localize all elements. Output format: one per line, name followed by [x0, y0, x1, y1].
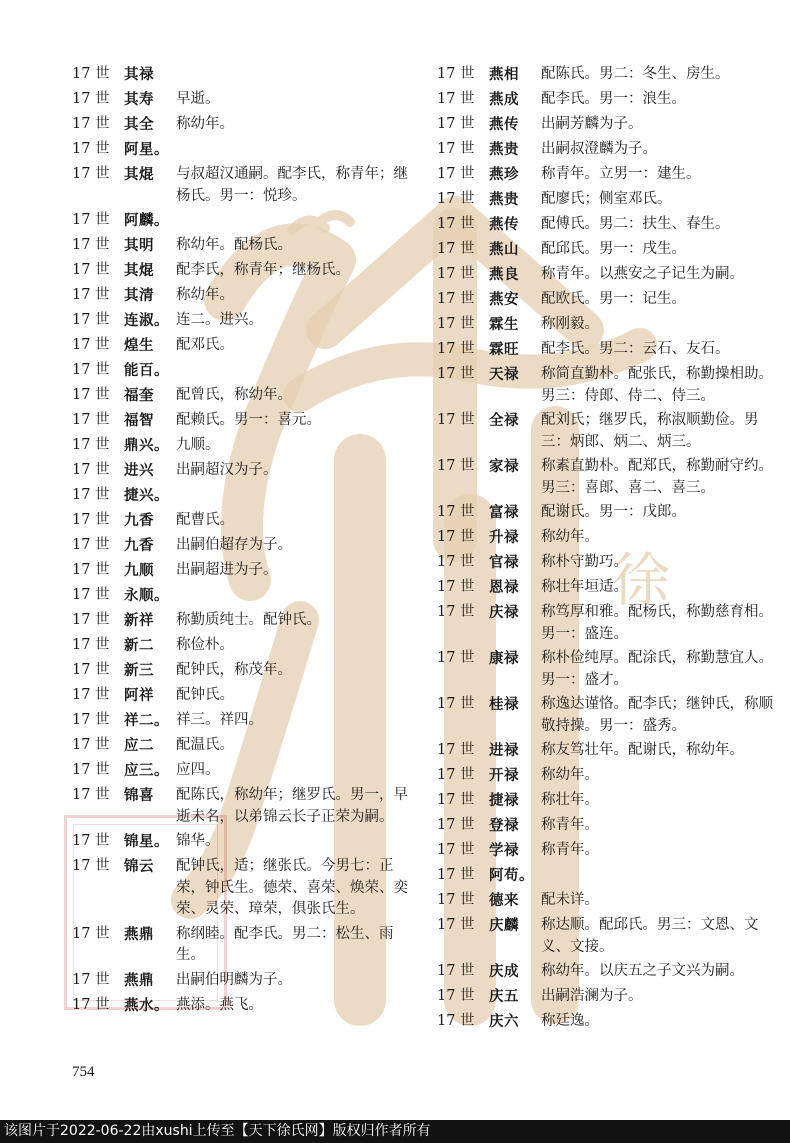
genealogy-entry	[72, 968, 422, 993]
generation-label: 17 世	[72, 662, 110, 678]
genealogy-entry	[72, 62, 422, 87]
genealogy-entry	[72, 383, 422, 408]
person-description: 称朴俭纯厚。配涂氏，称勤慧宜人。男一：盛才。	[541, 650, 773, 688]
genealogy-entry	[72, 258, 422, 283]
person-description: 称笃厚和雅。配杨氏，称勤慈育相。男一：盛连。	[541, 604, 773, 642]
genealogy-entry	[72, 283, 422, 308]
genealogy-entry	[72, 533, 422, 558]
person-description: 称纲睦。配李氏。男二：松生、雨生。	[176, 925, 394, 963]
person-name: 庆麟	[489, 917, 519, 934]
person-description: 配钟氏，适；继张氏。今男七：正荣，钟氏生。德荣、喜荣、焕荣、奕荣、灵荣、璋荣，俱张氏生。	[176, 858, 408, 917]
person-description: 出嗣伯明麟为子。	[176, 971, 292, 988]
person-description: 称幼年。	[541, 529, 599, 545]
person-name: 庆成	[489, 963, 519, 980]
genealogy-entry	[437, 600, 777, 646]
generation-label: 17 世	[437, 650, 475, 666]
person-name: 进禄	[489, 742, 519, 759]
person-name: 连淑。	[124, 312, 169, 329]
person-name: 学禄	[489, 842, 519, 859]
person-description	[176, 358, 422, 383]
person-name: 官禄	[489, 554, 519, 571]
generation-label: 17 世	[72, 996, 110, 1013]
person-description: 称青年。	[541, 817, 599, 833]
generation-label: 17 世	[72, 141, 110, 157]
person-name: 燕贵	[489, 141, 519, 158]
generation-label: 17 世	[72, 412, 110, 428]
generation-label: 17 世	[437, 191, 475, 207]
genealogy-entry	[72, 783, 422, 829]
generation-label: 17 世	[72, 737, 110, 753]
generation-label: 17 世	[437, 91, 475, 107]
person-description: 称幼年。配杨氏。	[176, 237, 292, 253]
genealogy-entry	[437, 87, 777, 112]
person-name: 燕山	[489, 241, 519, 258]
person-name: 其全	[124, 116, 154, 133]
person-name: 霖旺	[489, 341, 519, 358]
person-description: 配刘氏；继罗氏，称淑顺勤俭。男三：炳郎、炳二、炳三。	[541, 412, 759, 450]
person-description: 配陈氏，称幼年；继罗氏。男一，早逝未名，以弟锦云长子正荣为嗣。	[176, 787, 408, 825]
person-name: 燕成	[489, 91, 519, 108]
person-description: 称简直勤朴。配张氏，称勤操相助。男三：侍郎、侍二、侍三。	[541, 366, 773, 404]
generation-label: 17 世	[72, 287, 110, 303]
genealogy-entry	[72, 733, 422, 758]
generation-label: 17 世	[72, 925, 110, 942]
person-description: 称逸达谨恪。配李氏；继钟氏，称顺敬持操。男一：盛秀。	[541, 696, 773, 734]
genealogy-entry	[72, 408, 422, 433]
genealogy-entry	[72, 829, 422, 854]
genealogy-entry	[437, 888, 777, 913]
generation-label: 17 世	[437, 742, 475, 758]
generation-label: 17 世	[72, 262, 110, 278]
person-name: 九香	[124, 537, 154, 554]
genealogy-entry	[437, 312, 777, 337]
person-description: 称幼年。以庆五之子文兴为嗣。	[541, 963, 744, 979]
generation-label: 17 世	[437, 458, 475, 474]
genealogy-entry	[437, 162, 777, 187]
person-description: 应四。	[176, 762, 220, 778]
person-name: 捷兴。	[124, 487, 169, 504]
person-name: 燕安	[489, 291, 519, 308]
genealogy-entry	[437, 738, 777, 763]
genealogy-entry	[437, 62, 777, 87]
right-column	[437, 62, 777, 1034]
generation-label: 17 世	[72, 312, 110, 328]
generation-label: 17 世	[437, 241, 475, 257]
genealogy-entry	[72, 758, 422, 783]
person-description: 配李氏，称青年；继杨氏。	[176, 262, 350, 278]
generation-label: 17 世	[437, 767, 475, 783]
genealogy-entry	[437, 763, 777, 788]
person-description: 配邓氏。	[176, 337, 234, 353]
person-name: 家禄	[489, 458, 519, 475]
genealogy-entry	[72, 208, 422, 233]
person-name: 燕相	[489, 66, 519, 83]
genealogy-entry	[72, 308, 422, 333]
genealogy-entry	[437, 1009, 777, 1034]
genealogy-entry	[72, 137, 422, 162]
person-name: 燕珍	[489, 166, 519, 183]
person-description: 配曹氏。	[176, 512, 234, 528]
person-name: 阿星。	[124, 141, 169, 158]
genealogy-entry	[72, 87, 422, 112]
person-name: 燕鼎	[124, 925, 154, 943]
genealogy-entry	[72, 922, 422, 968]
genealogy-entry	[437, 212, 777, 237]
person-description: 配曾氏，称幼年。	[176, 387, 292, 403]
generation-label: 17 世	[72, 833, 110, 849]
person-description	[176, 583, 422, 608]
person-name: 庆五	[489, 988, 519, 1005]
genealogy-entry	[72, 112, 422, 137]
person-description: 称素直勤朴。配郑氏，称勤耐守约。男三：喜郎、喜二、喜三。	[541, 458, 773, 496]
person-description: 称达顺。配邱氏。男三：文恩、文义、文接。	[541, 917, 759, 955]
person-description: 出嗣浩澜为子。	[541, 988, 643, 1004]
generation-label: 17 世	[437, 316, 475, 332]
generation-label: 17 世	[437, 291, 475, 307]
generation-label: 17 世	[72, 858, 110, 874]
genealogy-entry	[72, 583, 422, 608]
person-name: 新二	[124, 637, 154, 654]
genealogy-entry	[437, 362, 777, 408]
person-name: 升禄	[489, 529, 519, 546]
generation-label: 17 世	[72, 587, 110, 603]
person-name: 福奎	[124, 387, 154, 404]
person-description: 配邱氏。男一：戌生。	[541, 241, 686, 257]
generation-label: 17 世	[72, 437, 110, 453]
genealogy-entry	[72, 508, 422, 533]
person-name: 锦云	[124, 858, 154, 875]
person-name: 全禄	[489, 412, 519, 429]
person-description: 配钟氏，称茂年。	[176, 662, 292, 678]
person-name: 康禄	[489, 650, 519, 667]
generation-label: 17 世	[72, 487, 110, 503]
genealogy-entry	[437, 137, 777, 162]
person-name: 登禄	[489, 817, 519, 834]
genealogy-entry	[437, 337, 777, 362]
generation-label: 17 世	[72, 116, 110, 132]
person-name: 应三。	[124, 762, 169, 779]
genealogy-entry	[72, 162, 422, 208]
generation-label: 17 世	[72, 237, 110, 253]
person-description: 出嗣芳麟为子。	[541, 116, 643, 132]
person-description: 称青年。	[541, 842, 599, 858]
person-description	[176, 208, 422, 233]
person-description: 称勤质纯士。配钟氏。	[176, 612, 321, 628]
genealogy-entry	[437, 408, 777, 454]
person-description: 早逝。	[176, 91, 220, 107]
person-description: 与叔超汉通嗣。配李氏，称青年；继杨氏。男一：悦珍。	[176, 166, 408, 204]
genealogy-entry	[72, 358, 422, 383]
generation-label: 17 世	[437, 604, 475, 620]
genealogy-entry	[437, 525, 777, 550]
svg-text:徐: 徐	[612, 546, 671, 614]
person-name: 祥二。	[124, 712, 169, 729]
person-name: 新祥	[124, 612, 154, 629]
generation-label: 17 世	[72, 537, 110, 553]
generation-label: 17 世	[72, 562, 110, 578]
generation-label: 17 世	[437, 341, 475, 357]
person-description	[541, 863, 777, 888]
generation-label: 17 世	[72, 787, 110, 803]
person-name: 其焜	[124, 166, 154, 183]
generation-label: 17 世	[72, 166, 110, 182]
person-name: 阿麟。	[124, 212, 169, 229]
person-name: 其禄	[124, 66, 154, 83]
person-description: 出嗣超进为子。	[176, 562, 278, 578]
genealogy-entry	[437, 984, 777, 1009]
person-name: 其清	[124, 287, 154, 304]
genealogy-entry	[437, 262, 777, 287]
person-description: 称幼年。	[176, 116, 234, 132]
person-name: 燕传	[489, 116, 519, 133]
person-description	[176, 137, 422, 162]
generation-label: 17 世	[437, 579, 475, 595]
person-description: 称壮年垣适。	[541, 579, 628, 595]
genealogy-entry	[72, 658, 422, 683]
person-name: 燕贵	[489, 191, 519, 208]
genealogy-entry	[437, 913, 777, 959]
person-description: 配温氏。	[176, 737, 234, 753]
person-name: 开禄	[489, 767, 519, 784]
person-description: 配赖氏。男一：喜元。	[176, 412, 321, 428]
person-name: 其寿	[124, 91, 154, 108]
person-description: 称朴守勤巧。	[541, 554, 628, 570]
generation-label: 17 世	[437, 216, 475, 232]
person-name: 锦星。	[124, 833, 169, 850]
generation-label: 17 世	[437, 141, 475, 157]
generation-label: 17 世	[72, 612, 110, 628]
person-description: 称俭朴。	[176, 637, 234, 653]
person-name: 能百。	[124, 362, 169, 379]
generation-label: 17 世	[72, 971, 110, 988]
person-description: 称刚毅。	[541, 316, 599, 332]
person-description: 配欧氏。男一：记生。	[541, 291, 686, 307]
person-name: 霖生	[489, 316, 519, 333]
generation-label: 17 世	[72, 712, 110, 728]
person-name: 福智	[124, 412, 154, 429]
generation-label: 17 世	[437, 554, 475, 570]
person-description: 燕添。燕飞。	[176, 996, 263, 1013]
left-column	[72, 62, 422, 1018]
generation-label: 17 世	[437, 504, 475, 520]
person-description: 配陈氏。男二：冬生、房生。	[541, 66, 730, 82]
genealogy-entry	[72, 483, 422, 508]
person-description: 称青年。立男一：建生。	[541, 166, 701, 182]
person-description: 出嗣伯超存为子。	[176, 537, 292, 553]
person-description: 配李氏。男二：云石、友石。	[541, 341, 730, 357]
genealogy-entry	[437, 187, 777, 212]
generation-label: 17 世	[72, 762, 110, 778]
genealogy-entry	[437, 863, 777, 888]
genealogy-entry	[72, 854, 422, 922]
genealogy-entry	[437, 959, 777, 984]
generation-label: 17 世	[437, 892, 475, 908]
person-name: 新三	[124, 662, 154, 679]
person-name: 煌生	[124, 337, 154, 354]
genealogy-entry	[437, 454, 777, 500]
generation-label: 17 世	[437, 817, 475, 833]
genealogy-entry	[437, 692, 777, 738]
person-name: 阿祥	[124, 687, 154, 704]
generation-label: 17 世	[72, 637, 110, 653]
person-name: 德来	[489, 892, 519, 909]
person-description	[176, 483, 422, 508]
person-name: 桂禄	[489, 696, 519, 713]
person-name: 燕水。	[124, 996, 169, 1014]
generation-label: 17 世	[437, 66, 475, 82]
genealogy-entry	[437, 112, 777, 137]
genealogy-entry	[437, 788, 777, 813]
person-description: 称幼年。	[176, 287, 234, 303]
person-name: 富禄	[489, 504, 519, 521]
generation-label: 17 世	[437, 166, 475, 182]
person-name: 庆六	[489, 1013, 519, 1030]
person-description: 配廖氏；侧室邓氏。	[541, 191, 672, 207]
generation-label: 17 世	[72, 687, 110, 703]
person-name: 应二	[124, 737, 154, 754]
person-description: 出嗣叔澄麟为子。	[541, 141, 657, 157]
genealogy-entry	[72, 333, 422, 358]
generation-label: 17 世	[72, 212, 110, 228]
person-name: 燕鼎	[124, 971, 154, 989]
generation-label: 17 世	[72, 462, 110, 478]
person-name: 九顺	[124, 562, 154, 579]
person-name: 九香	[124, 512, 154, 529]
genealogy-entry	[437, 500, 777, 525]
person-name: 锦喜	[124, 787, 154, 804]
generation-label: 17 世	[437, 792, 475, 808]
person-name: 捷禄	[489, 792, 519, 809]
genealogy-entry	[437, 287, 777, 312]
person-name: 庆禄	[489, 604, 519, 621]
genealogy-entry	[72, 608, 422, 633]
generation-label: 17 世	[437, 963, 475, 979]
genealogy-entry	[437, 237, 777, 262]
person-name: 恩禄	[489, 579, 519, 596]
genealogy-entry	[437, 813, 777, 838]
person-name: 进兴	[124, 462, 154, 479]
generation-label: 17 世	[437, 366, 475, 382]
genealogy-entry	[72, 458, 422, 483]
genealogy-entry	[72, 683, 422, 708]
generation-label: 17 世	[437, 988, 475, 1004]
genealogy-entry	[437, 550, 777, 575]
person-description: 称友笃壮年。配谢氏，称幼年。	[541, 742, 744, 758]
generation-label: 17 世	[437, 917, 475, 933]
genealogy-entry	[72, 433, 422, 458]
person-description: 称青年。以燕安之子记生为嗣。	[541, 266, 744, 282]
generation-label: 17 世	[437, 1013, 475, 1029]
generation-label: 17 世	[72, 362, 110, 378]
person-name: 燕传	[489, 216, 519, 233]
person-description: 锦华。	[176, 833, 220, 849]
genealogy-entry	[437, 646, 777, 692]
person-description: 配未详。	[541, 892, 599, 908]
genealogy-entry	[72, 233, 422, 258]
person-name: 阿苟。	[489, 867, 534, 884]
person-description: 连二。进兴。	[176, 312, 263, 328]
person-name: 永顺。	[124, 587, 169, 604]
person-description: 配傅氏。男二：扶生、春生。	[541, 216, 730, 232]
person-description: 配李氏。男一：浪生。	[541, 91, 686, 107]
generation-label: 17 世	[72, 387, 110, 403]
person-description: 称幼年。	[541, 767, 599, 783]
genealogy-entry	[72, 993, 422, 1018]
generation-label: 17 世	[72, 337, 110, 353]
person-description	[176, 62, 422, 87]
copyright-footer: 该图片于2022-06-22由xushi上传至【天下徐氏网】版权归作者所有	[0, 1120, 790, 1143]
generation-label: 17 世	[437, 867, 475, 883]
generation-label: 17 世	[437, 266, 475, 282]
generation-label: 17 世	[72, 66, 110, 82]
generation-label: 17 世	[437, 116, 475, 132]
generation-label: 17 世	[72, 91, 110, 107]
person-description: 称壮年。	[541, 792, 599, 808]
person-description: 配谢氏。男一：戊郎。	[541, 504, 686, 520]
person-name: 其明	[124, 237, 154, 254]
generation-label: 17 世	[437, 842, 475, 858]
generation-label: 17 世	[437, 412, 475, 428]
generation-label: 17 世	[437, 529, 475, 545]
generation-label: 17 世	[437, 696, 475, 712]
person-description: 祥三。祥四。	[176, 712, 263, 728]
genealogy-entry	[72, 708, 422, 733]
person-description: 称廷逸。	[541, 1013, 599, 1029]
person-description: 出嗣超汉为子。	[176, 462, 278, 478]
person-name: 燕良	[489, 266, 519, 283]
genealogy-entry	[72, 633, 422, 658]
genealogy-entry	[437, 575, 777, 600]
page-number: 754	[72, 1064, 95, 1080]
person-description: 九顺。	[176, 437, 220, 453]
person-name: 鼎兴。	[124, 437, 169, 454]
genealogy-entry	[437, 838, 777, 863]
generation-label: 17 世	[72, 512, 110, 528]
person-name: 天禄	[489, 366, 519, 383]
person-description: 配钟氏。	[176, 687, 234, 703]
genealogy-entry	[72, 558, 422, 583]
person-name: 其焜	[124, 262, 154, 279]
